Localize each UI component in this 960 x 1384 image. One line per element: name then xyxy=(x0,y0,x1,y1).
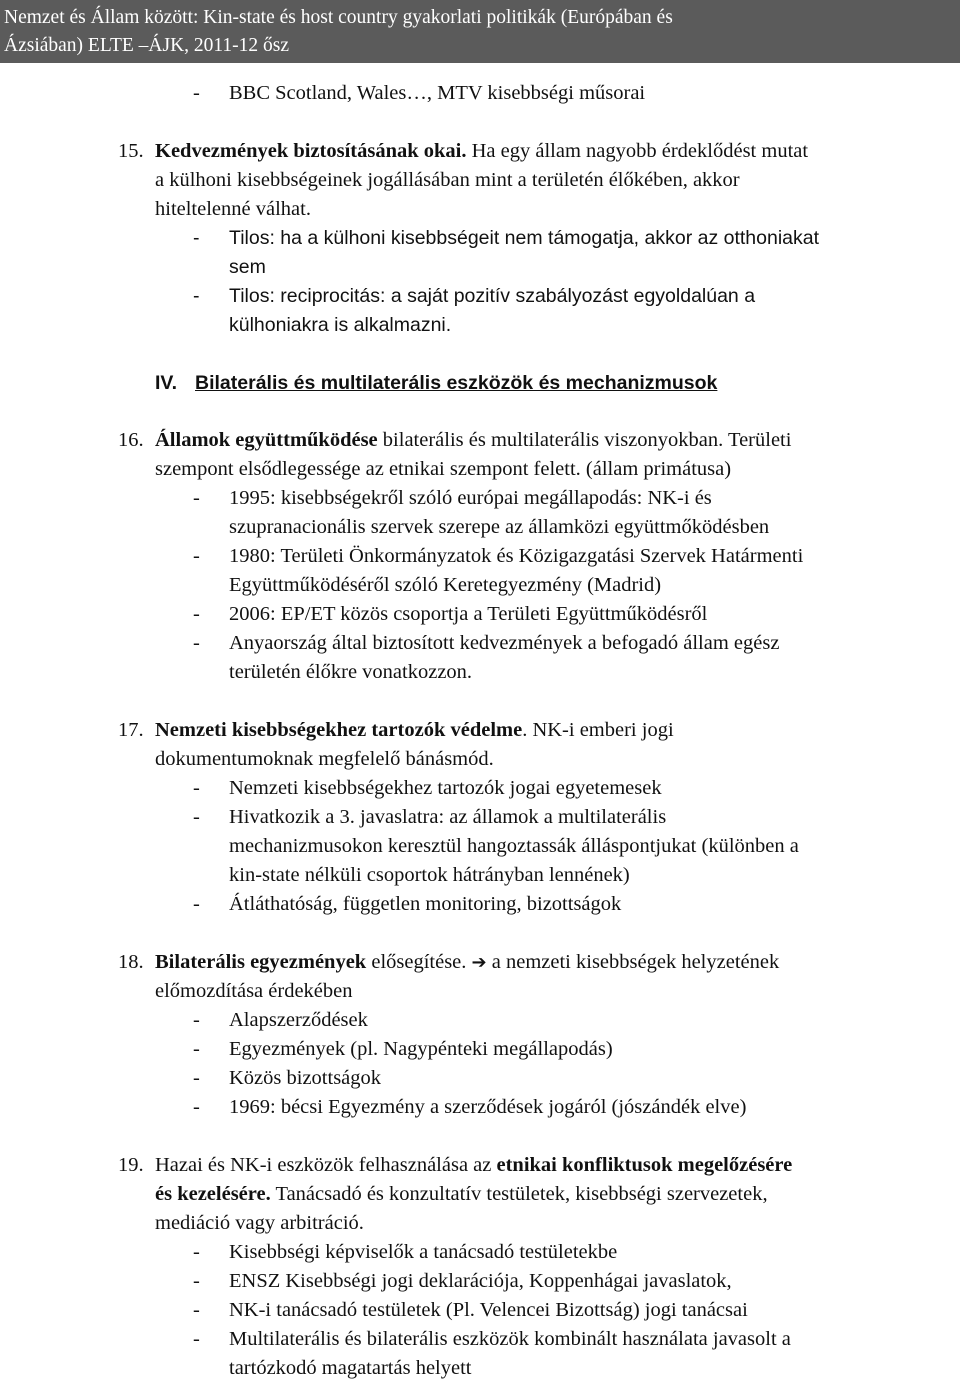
item-18-line-1-rest: a nemzeti kisebbségek helyzetének xyxy=(486,951,780,973)
bullet-dash: - xyxy=(193,1328,200,1350)
item-15-title: Kedvezmények biztosításának okai. xyxy=(155,140,467,162)
bullet-dash: - xyxy=(193,545,200,567)
item-17-bullet-1: Nemzeti kisebbségekhez tartozók jogai egyetemesek xyxy=(229,777,662,799)
item-19-bold-1: etnikai konfliktusok megelőzésére xyxy=(496,1154,793,1176)
item-18-bullet-2: Egyezmények (pl. Nagypénteki megállapodás) xyxy=(229,1038,613,1060)
item-15-line-1-rest: Ha egy állam nagyobb érdeklődést mutat xyxy=(466,140,809,162)
item-19-line-1-start: Hazai és NK-i eszközök felhasználása az xyxy=(155,1154,497,1176)
item-15-line-1 xyxy=(155,138,808,164)
bullet-dash: - xyxy=(193,632,200,654)
item-19-line-3: mediáció vagy arbitráció. xyxy=(155,1212,364,1234)
item-15-bullet-1-line-2: sem xyxy=(229,256,266,278)
item-18-bullet-1: Alapszerződések xyxy=(229,1009,368,1031)
item-16-bullet-1-line-1: 1995: kisebbségekről szóló európai megállapodás: NK-i és xyxy=(229,487,712,509)
item-number-17: 17. xyxy=(118,719,144,741)
bullet-dash: - xyxy=(193,1038,200,1060)
item-19-bullet-1: Kisebbségi képviselők a tanácsadó testületekbe xyxy=(229,1241,618,1263)
bullet-dash: - xyxy=(193,777,200,799)
bullet-dash: - xyxy=(193,1009,200,1031)
item-17-bullet-2-line-3: kin-state nélküli csoportok hátrányban lennének) xyxy=(229,864,630,886)
item-16-bold: Államok együttműködése xyxy=(155,429,378,451)
item-16-bullet-1-line-2: szupranacionális szervek szerepe az államközi együttmőködésben xyxy=(229,516,770,538)
item-17-line-1-rest: . NK-i emberi jogi xyxy=(522,719,674,741)
item-15-bullet-1-line-1: Tilos: ha a külhoni kisebbségeit nem támogatja, akkor az otthoniakat xyxy=(229,227,820,249)
bullet-dash: - xyxy=(193,1270,200,1292)
item-16-bullet-3: 2006: EP/ET közös csoportja a Területi Együttműködésről xyxy=(229,603,708,625)
item-19-line-2-rest: Tanácsadó és konzultatív testületek, kisebbségi szervezetek, xyxy=(270,1183,768,1205)
item-18-bullet-3: Közös bizottságok xyxy=(229,1067,382,1089)
section-iv-title: Bilaterális és multilaterális eszközök és mechanizmusok xyxy=(195,372,718,394)
item-19-bullet-3: NK-i tanácsadó testületek (Pl. Velencei Bizottság) jogi tanácsai xyxy=(229,1299,748,1321)
bullet-bbc: BBC Scotland, Wales…, MTV kisebbségi műsorai xyxy=(229,82,646,104)
item-19-bold-2: és kezelésére. xyxy=(155,1183,271,1205)
bullet-dash: - xyxy=(193,487,200,509)
item-16-line-1 xyxy=(155,427,791,453)
item-19-bullet-4-line-2: tartózkodó magatartás helyett xyxy=(229,1357,472,1379)
item-16-bullet-4-line-2: területén élőkre vonatkozzon. xyxy=(229,661,473,683)
bullet-dash: - xyxy=(193,227,200,249)
item-17-bold: Nemzeti kisebbségekhez tartozók védelme xyxy=(155,719,523,741)
item-number-16: 16. xyxy=(118,429,144,451)
bullet-dash: - xyxy=(193,893,200,915)
bullet-dash: - xyxy=(193,603,200,625)
bullet-dash: - xyxy=(193,1299,200,1321)
item-16-bullet-2-line-2: Együttműködéséről szóló Keretegyezmény (Madrid) xyxy=(229,574,662,596)
item-19-bullet-4-line-1: Multilaterális és bilaterális eszközök kombinált használata javasolt a xyxy=(229,1328,791,1350)
item-15-bullet-2-line-1: Tilos: reciprocitás: a saját pozitív szabályozást egyoldalúan a xyxy=(229,285,756,307)
bullet-dash: - xyxy=(193,1096,200,1118)
item-19-bullet-2: ENSZ Kisebbségi jogi deklarációja, Koppenhágai javaslatok, xyxy=(229,1270,732,1292)
item-17-line-2: dokumentumoknak megfelelő bánásmód. xyxy=(155,748,494,770)
item-16-line-2: szempont elsődlegessége az etnikai szempont felett. (állam primátusa) xyxy=(155,458,732,480)
item-18-bullet-4: 1969: bécsi Egyezmény a szerződések jogáról (jószándék elve) xyxy=(229,1096,747,1118)
item-19-line-1 xyxy=(155,1152,792,1178)
item-18-line-1 xyxy=(155,949,779,976)
item-number-15: 15. xyxy=(118,140,144,162)
item-18-line-2: előmozdítása érdekében xyxy=(155,980,353,1002)
arrow-right-icon: ➔ xyxy=(471,952,487,973)
item-15-bullet-2-line-2: külhoniakra is alkalmazni. xyxy=(229,314,452,336)
page-header xyxy=(0,0,960,63)
bullet-dash: - xyxy=(193,1241,200,1263)
item-18-mid: elősegítése. xyxy=(366,951,472,973)
header-line-2: Ázsiában) ELTE –ÁJK, 2011-12 ősz xyxy=(4,35,290,56)
item-16-bullet-4-line-1: Anyaország által biztosított kedvezmények a befogadó állam egész xyxy=(229,632,780,654)
item-number-18: 18. xyxy=(118,951,144,973)
item-15-line-3: hiteltelenné válhat. xyxy=(155,198,311,220)
item-17-bullet-2-line-1: Hivatkozik a 3. javaslatra: az államok a multilaterális xyxy=(229,806,667,828)
item-16-bullet-2-line-1: 1980: Területi Önkormányzatok és Közigazgatási Szervek Határmenti xyxy=(229,545,804,567)
item-17-line-1 xyxy=(155,717,674,743)
bullet-dash: - xyxy=(193,82,200,104)
item-19-line-2 xyxy=(155,1181,768,1207)
section-number-iv: IV. xyxy=(155,372,178,394)
bullet-dash: - xyxy=(193,1067,200,1089)
bullet-dash: - xyxy=(193,806,200,828)
bullet-dash: - xyxy=(193,285,200,307)
item-16-line-1-rest: bilaterális és multilaterális viszonyokban. Területi xyxy=(377,429,792,451)
item-number-19: 19. xyxy=(118,1154,144,1176)
item-17-bullet-2-line-2: mechanizmusokon keresztül hangoztassák álláspontjukat (különben a xyxy=(229,835,799,857)
item-15-line-2: a külhoni kisebbségeinek jogállásában mint a területén élőkében, akkor xyxy=(155,169,740,191)
item-17-bullet-3: Átláthatóság, független monitoring, bizottságok xyxy=(229,893,622,915)
item-18-bold: Bilaterális egyezmények xyxy=(155,951,367,973)
header-line-1: Nemzet és Állam között: Kin-state és host country gyakorlati politikák (Európában és xyxy=(4,7,673,28)
